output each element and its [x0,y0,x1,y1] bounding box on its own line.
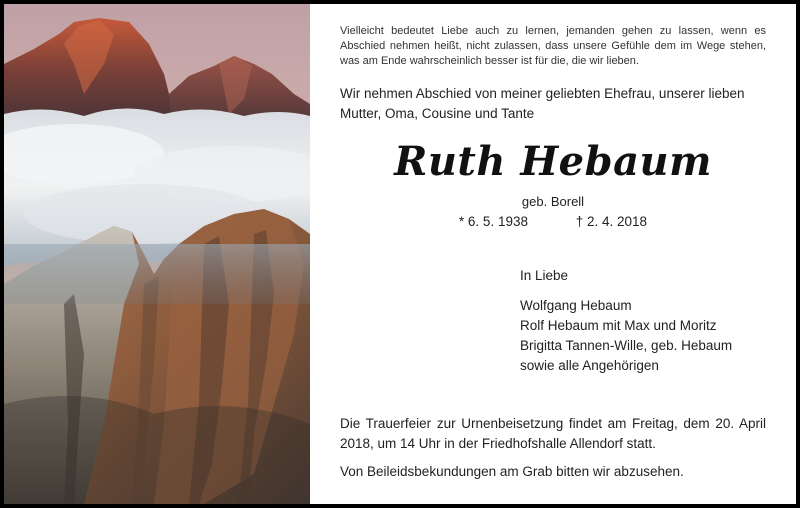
mourner-name: Wolfgang Hebaum [520,298,632,313]
life-dates [310,214,796,229]
obituary-notice [4,4,796,504]
in-love-label: In Liebe [520,268,569,283]
intro-text: Wir nehmen Abschied von meiner geliebten Ehefrau, unserer lieben Mutter, Oma, Cousine und Tante [340,86,745,121]
condolence-note: Von Beileidsbekundungen am Grab bitten wir abzusehen. [340,464,684,479]
birth-date: * 6. 5. 1938 [458,214,528,229]
ceremony-info: Die Trauerfeier zur Urnenbeisetzung findet am Freitag, dem 20. April 2018, um 14 Uhr in der Friedhofshalle Allendorf statt. [340,416,766,451]
mountain-landscape-icon [4,4,310,504]
mourners-list [520,266,732,376]
notice-text [310,4,796,504]
mourner-name: Rolf Hebaum mit Max und Moritz [520,318,717,333]
birth-name: geb. Borell [521,194,585,209]
poem-text: Vielleicht bedeutet Liebe auch zu lernen, jemanden gehen zu lassen, wenn es Abschied nehmen heißt, nicht zulassen, dass unsere Gefühle dem im Wege stehen, was am Ende wahrscheinlich besser ist für die, die wir lieben. [340,25,766,67]
mourner-name: sowie alle Angehörigen [520,358,659,373]
mourner-name: Brigitta Tannen-Wille, geb. Hebaum [520,338,733,353]
death-date: † 2. 4. 2018 [575,214,648,229]
deceased-name: Ruth Hebaum [394,138,712,185]
mountain-photo [4,4,310,504]
